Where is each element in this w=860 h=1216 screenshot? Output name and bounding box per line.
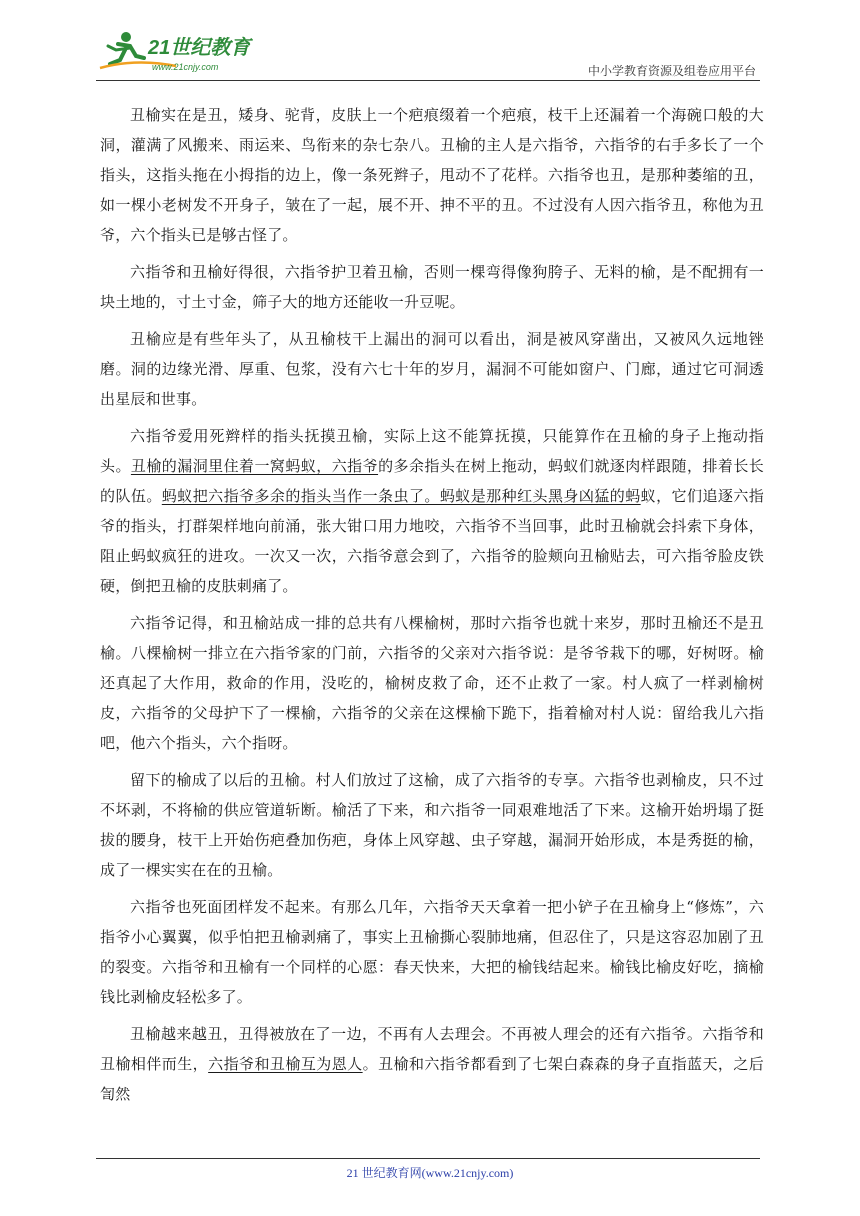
site-logo[interactable] — [96, 28, 266, 78]
article-body — [100, 100, 764, 1116]
paragraph — [100, 257, 764, 317]
paragraph — [100, 765, 764, 885]
underlined-text: 蚂蚁把六指爷多余的指头当作一条虫了。蚂蚁是那种红头黑身凶猛的蚂 — [161, 487, 641, 505]
paragraph-text: 六指爷记得，和丑榆站成一排的总共有八棵榆树，那时六指爷也就十来岁，那时丑榆还不是丑榆。八棵榆树一排立在六指爷家的门前，六指爷的父亲对六指爷说：是爷爷栽下的哪，好树呀。榆还真起了大作用，救命的作用，没吃的，榆树皮救了命，还不止救了一家。村人疯了一样剥榆树皮，六指爷的父母护下了一棵榆，六指爷的父亲在这棵榆下跪下，指着榆对村人说：留给我儿六指吧，他六个指头，六个指呀。 — [100, 614, 764, 752]
underlined-text: 六指爷和丑榆互为恩人 — [208, 1055, 363, 1073]
paragraph-text: 留下的榆成了以后的丑榆。村人们放过了这榆，成了六指爷的专享。六指爷也剥榆皮，只不过不坏剥，不将榆的供应管道斩断。榆活了下来，和六指爷一同艰难地活了下来。这榆开始坍塌了挺拔的腰身，枝干上开始伤疤叠加伤疤，身体上风穿越、虫子穿越，漏洞开始形成，本是秀挺的榆，成了一棵实实在在的丑榆。 — [100, 771, 764, 879]
paragraph-text: 丑榆应是有些年头了，从丑榆枝干上漏出的洞可以看出，洞是被风穿凿出，又被风久远地锉磨。洞的边缘光滑、厚重、包浆，没有六七十年的岁月，漏洞不可能如窗户、门廊，通过它可洞透出星辰和世事。 — [100, 330, 764, 408]
footer-link[interactable]: 21 世纪教育网(www.21cnjy.com) — [346, 1166, 514, 1180]
paragraph — [100, 608, 764, 758]
paragraph — [100, 1019, 764, 1109]
paragraph-text: 。丑榆和六指爷都看到了七架白森森的身子直指蓝天，之后訇然 — [100, 1055, 765, 1103]
paragraph-text: 丑榆实在是丑，矮身、驼背，皮肤上一个疤痕缀着一个疤痕，枝干上还漏着一个海碗口般的大洞，灌满了风搬来、雨运来、鸟衔来的杂七杂八。丑榆的主人是六指爷，六指爷的右手多长了一个指头，这指头拖在小拇指的边上，像一条死辫子，甩动不了花样。六指爷也丑，是那种萎缩的丑，如一棵小老树发不开身子，皱在了一起，展不开、抻不平的丑。不过没有人因六指爷丑，称他为丑爷，六个指头已是够古怪了。 — [100, 106, 764, 244]
paragraph-text: 的多余指头在树上拖动，蚂蚁们就逐肉样跟随，排着长长的队伍。 — [100, 457, 764, 505]
paragraph-text: 丑榆越来越丑，丑得被放在了一边，不再有人去理会。不再被人理会的还有六指爷。六指爷和丑榆相伴而生， — [100, 1025, 764, 1073]
platform-name: 中小学教育资源及组卷应用平台 — [587, 64, 756, 78]
runner-logo-icon — [96, 28, 266, 78]
underlined-text: 丑榆的漏洞里住着一窝蚂蚁，六指爷 — [130, 457, 379, 475]
logo-text: 21世纪教育 — [148, 37, 251, 59]
logo-url: www.21cnjy.com — [152, 62, 219, 72]
paragraph — [100, 421, 764, 601]
paragraph-text: 六指爷也死面团样发不起来。有那么几年，六指爷天天拿着一把小铲子在丑榆身上“修炼”，六指爷小心翼翼，似乎怕把丑榆剥痛了，事实上丑榆撕心裂肺地痛，但忍住了，只是这容忍加剧了丑的裂变。六指爷和丑榆有一个同样的心愿：春天快来，大把的榆钱结起来。榆钱比榆皮好吃，摘榆钱比剥榆皮轻松多了。 — [100, 898, 764, 1006]
page-header — [96, 28, 760, 80]
footer-divider — [96, 1158, 760, 1159]
paragraph-text: 六指爷爱用死辫样的指头抚摸丑榆，实际上这不能算抚摸，只能算作在丑榆的身子上拖动指头。 — [100, 427, 764, 475]
header-divider — [96, 80, 760, 81]
paragraph — [100, 100, 764, 250]
paragraph-text: 六指爷和丑榆好得很，六指爷护卫着丑榆，否则一棵弯得像狗胯子、无料的榆，是不配拥有一块土地的，寸土寸金，筛子大的地方还能收一升豆呢。 — [100, 263, 764, 311]
paragraph-text: 蚁，它们追逐六指爷的指头，打群架样地向前涌，张大钳口用力地咬，六指爷不当回事，此时丑榆就会抖索下身体，阻止蚂蚁疯狂的进攻。一次又一次，六指爷意会到了，六指爷的脸颊向丑榆贴去，可六指爷脸皮铁硬，倒把丑榆的皮肤刺痛了。 — [100, 487, 764, 595]
paragraph — [100, 324, 764, 414]
paragraph — [100, 892, 764, 1012]
